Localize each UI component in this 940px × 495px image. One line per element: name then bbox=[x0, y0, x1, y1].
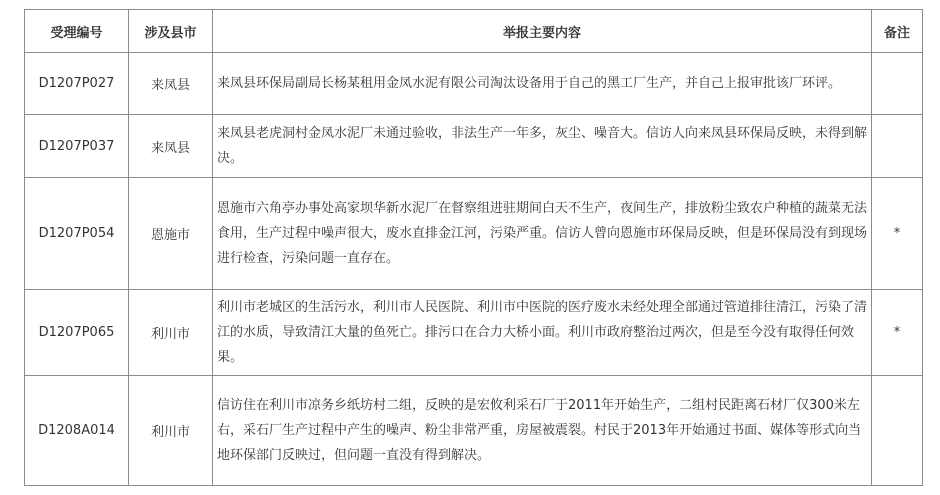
row-county: 恩施市 bbox=[129, 178, 213, 290]
row-county: 来凤县 bbox=[129, 115, 213, 178]
complaint-table-container bbox=[24, 9, 923, 486]
row-note bbox=[872, 115, 923, 178]
table-row bbox=[25, 178, 923, 290]
row-content: 信访住在利川市凉务乡纸坊村二组，反映的是宏攸利采石厂于2011年开始生产，二组村民距离石材厂仅300米左右，采石厂生产过程中产生的噪声、粉尘非常严重，房屋被震裂。村民于2013年开始通过书面、媒体等形式向当地环保部门反映过，但问题一直没有得到解决。 bbox=[213, 376, 872, 486]
table-row bbox=[25, 53, 923, 115]
header-note: 备注 bbox=[872, 10, 923, 53]
row-id: D1208A014 bbox=[25, 376, 129, 486]
row-note bbox=[872, 376, 923, 486]
row-county: 利川市 bbox=[129, 376, 213, 486]
header-county: 涉及县市 bbox=[129, 10, 213, 53]
row-id: D1207P065 bbox=[25, 290, 129, 376]
row-id: D1207P037 bbox=[25, 115, 129, 178]
row-content: 恩施市六角亭办事处高家坝华新水泥厂在督察组进驻期间白天不生产，夜间生产，排放粉尘致农户种植的蔬菜无法食用，生产过程中噪声很大，废水直排金江河，污染严重。信访人曾向恩施市环保局反映，但是环保局没有到现场进行检查，污染问题一直存在。 bbox=[213, 178, 872, 290]
row-content: 来凤县老虎洞村金凤水泥厂未通过验收，非法生产一年多，灰尘、噪音大。信访人向来凤县环保局反映，未得到解决。 bbox=[213, 115, 872, 178]
header-id: 受理编号 bbox=[25, 10, 129, 53]
row-content: 利川市老城区的生活污水，利川市人民医院、利川市中医院的医疗废水未经处理全部通过管道排往清江，污染了清江的水质，导致清江大量的鱼死亡。排污口在合力大桥小面。利川市政府整治过两次，但是至今没有取得任何效果。 bbox=[213, 290, 872, 376]
table-row bbox=[25, 290, 923, 376]
row-county: 来凤县 bbox=[129, 53, 213, 115]
header-content: 举报主要内容 bbox=[213, 10, 872, 53]
row-content: 来凤县环保局副局长杨某租用金凤水泥有限公司淘汰设备用于自己的黑工厂生产，并自己上报审批该厂环评。 bbox=[213, 53, 872, 115]
row-county: 利川市 bbox=[129, 290, 213, 376]
row-id: D1207P027 bbox=[25, 53, 129, 115]
row-id: D1207P054 bbox=[25, 178, 129, 290]
row-note bbox=[872, 53, 923, 115]
row-note: * bbox=[872, 290, 923, 376]
complaint-table bbox=[24, 9, 923, 486]
table-header-row bbox=[25, 10, 923, 53]
table-row bbox=[25, 115, 923, 178]
table-row bbox=[25, 376, 923, 486]
row-note: * bbox=[872, 178, 923, 290]
